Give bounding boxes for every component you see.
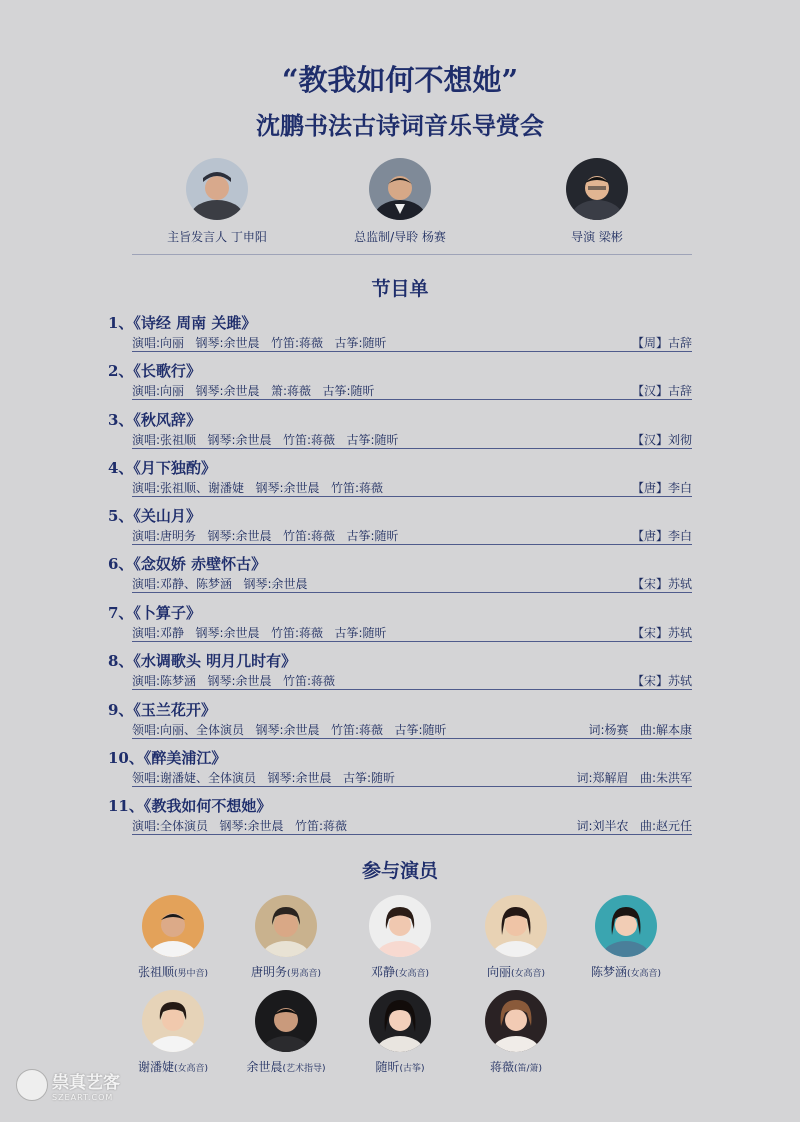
program-underline bbox=[132, 448, 692, 449]
performer-role: (艺术指导) bbox=[282, 1064, 326, 1074]
host-photo bbox=[566, 158, 628, 220]
program-underline bbox=[132, 544, 692, 545]
program-underline bbox=[132, 641, 692, 642]
performer-role: (女高音) bbox=[394, 969, 430, 979]
program-source: 【周】古辞 bbox=[631, 336, 692, 350]
program-performers: 演唱:向丽 钢琴:余世晨 竹笛:蒋薇 古筝:随昕 bbox=[132, 336, 387, 350]
program-underline bbox=[132, 689, 692, 690]
host-liang bbox=[522, 158, 672, 245]
program-title: 1、《诗经 周南 关雎》 bbox=[108, 314, 257, 332]
program-item bbox=[108, 457, 692, 505]
performer-name: 谢潘婕(女高音) bbox=[137, 1060, 209, 1074]
watermark-url: SZEART.COM bbox=[52, 1093, 114, 1102]
performer-card bbox=[226, 990, 346, 1075]
program-title: 11、《教我如何不想她》 bbox=[108, 797, 272, 815]
program-item bbox=[108, 505, 692, 553]
program-performers: 领唱:向丽、全体演员 钢琴:余世晨 竹笛:蒋薇 古筝:随昕 bbox=[132, 723, 447, 737]
performer-role: (笛/箫) bbox=[513, 1064, 543, 1074]
program-title: 5、《关山月》 bbox=[108, 507, 201, 525]
host-caption: 总监制/导聆 杨赛 bbox=[354, 230, 446, 244]
performer-name: 余世晨(艺术指导) bbox=[246, 1060, 326, 1074]
program-title: 6、《念奴娇 赤壁怀古》 bbox=[108, 555, 267, 573]
host-photo bbox=[186, 158, 248, 220]
program-performers: 演唱:全体演员 钢琴:余世晨 竹笛:蒋薇 bbox=[132, 819, 348, 833]
performer-card bbox=[456, 895, 576, 980]
performer-card bbox=[340, 990, 460, 1075]
performer-photo bbox=[595, 895, 657, 957]
performer-card bbox=[113, 990, 233, 1075]
performer-name: 蒋薇(笛/箫) bbox=[489, 1060, 543, 1074]
program-underline bbox=[132, 786, 692, 787]
performer-card bbox=[113, 895, 233, 980]
program-performers: 演唱:陈梦涵 钢琴:余世晨 竹笛:蒋薇 bbox=[132, 674, 336, 688]
performer-photo bbox=[142, 990, 204, 1052]
program-item bbox=[108, 650, 692, 698]
program-underline bbox=[132, 351, 692, 352]
watermark-logo-icon bbox=[16, 1069, 48, 1101]
watermark bbox=[16, 1068, 120, 1102]
program-underline bbox=[132, 399, 692, 400]
program-title: 7、《卜算子》 bbox=[108, 604, 201, 622]
program-source: 词:郑解眉 曲:朱洪军 bbox=[576, 771, 692, 785]
performers-heading: 参与演员 bbox=[361, 860, 438, 882]
program-source: 【宋】苏轼 bbox=[631, 674, 692, 688]
performer-role: (男中音) bbox=[173, 969, 209, 979]
performer-name: 张祖顺(男中音) bbox=[137, 965, 209, 979]
divider bbox=[132, 254, 692, 255]
program-performers: 演唱:邓静、陈梦涵 钢琴:余世晨 bbox=[132, 577, 308, 591]
performer-role: (女高音) bbox=[173, 1064, 209, 1074]
program-item bbox=[108, 699, 692, 747]
host-ding bbox=[142, 158, 292, 245]
program-source: 【唐】李白 bbox=[631, 529, 692, 543]
program-underline bbox=[132, 496, 692, 497]
performer-role: (古筝) bbox=[399, 1064, 425, 1074]
performer-photo bbox=[369, 990, 431, 1052]
program-performers: 演唱:邓静 钢琴:余世晨 竹笛:蒋薇 古筝:随昕 bbox=[132, 626, 387, 640]
performer-name: 陈梦涵(女高音) bbox=[590, 965, 662, 979]
performer-photo bbox=[255, 990, 317, 1052]
performer-name: 邓静(女高音) bbox=[370, 965, 430, 979]
program-title: 2、《长歌行》 bbox=[108, 362, 201, 380]
performer-photo bbox=[485, 990, 547, 1052]
program-title: 10、《醉美浦江》 bbox=[108, 749, 227, 767]
program-source: 【宋】苏轼 bbox=[631, 626, 692, 640]
program-source: 【汉】古辞 bbox=[631, 384, 692, 398]
program-source: 词:刘半农 曲:赵元任 bbox=[576, 819, 692, 833]
performer-name: 随昕(古筝) bbox=[375, 1060, 425, 1074]
performer-photo bbox=[255, 895, 317, 957]
performer-photo bbox=[142, 895, 204, 957]
program-title: 3、《秋风辞》 bbox=[108, 411, 201, 429]
program-source: 【唐】李白 bbox=[631, 481, 692, 495]
program-item bbox=[108, 312, 692, 360]
program-item bbox=[108, 602, 692, 650]
program-heading: 节目单 bbox=[371, 278, 429, 300]
performer-role: (女高音) bbox=[626, 969, 662, 979]
performer-name: 唐明务(男高音) bbox=[250, 965, 322, 979]
performer-name: 向丽(女高音) bbox=[486, 965, 546, 979]
watermark-name: 祟真艺客 bbox=[52, 1073, 120, 1093]
poster-subtitle: 沈鹏书法古诗词音乐导赏会 bbox=[256, 111, 544, 140]
program-item bbox=[108, 747, 692, 795]
performer-card bbox=[340, 895, 460, 980]
program-performers: 演唱:张祖顺 钢琴:余世晨 竹笛:蒋薇 古筝:随昕 bbox=[132, 433, 399, 447]
performer-card bbox=[456, 990, 576, 1075]
program-item bbox=[108, 553, 692, 601]
program-performers: 演唱:向丽 钢琴:余世晨 箫:蒋薇 古筝:随昕 bbox=[132, 384, 375, 398]
host-caption: 主旨发言人 丁申阳 bbox=[167, 230, 267, 244]
program-performers: 演唱:唐明务 钢琴:余世晨 竹笛:蒋薇 古筝:随昕 bbox=[132, 529, 399, 543]
program-source: 【宋】苏轼 bbox=[631, 577, 692, 591]
program-item bbox=[108, 795, 692, 843]
program-performers: 领唱:谢潘婕、全体演员 钢琴:余世晨 古筝:随昕 bbox=[132, 771, 396, 785]
performer-role: (女高音) bbox=[510, 969, 546, 979]
performer-card bbox=[566, 895, 686, 980]
performer-photo bbox=[369, 895, 431, 957]
program-underline bbox=[132, 592, 692, 593]
program-item bbox=[108, 409, 692, 457]
performer-role: (男高音) bbox=[286, 969, 322, 979]
program-title: 8、《水调歌头 明月几时有》 bbox=[108, 652, 297, 670]
poster-title: “教我如何不想她” bbox=[281, 63, 519, 97]
program-underline bbox=[132, 738, 692, 739]
program-source: 【汉】刘彻 bbox=[631, 433, 692, 447]
program-source: 词:杨赛 曲:解本康 bbox=[588, 723, 692, 737]
performer-photo bbox=[485, 895, 547, 957]
program-title: 4、《月下独酌》 bbox=[108, 459, 216, 477]
host-caption: 导演 梁彬 bbox=[571, 230, 623, 244]
host-photo bbox=[369, 158, 431, 220]
program-underline bbox=[132, 834, 692, 835]
program-title: 9、《玉兰花开》 bbox=[108, 701, 216, 719]
performer-card bbox=[226, 895, 346, 980]
host-yang bbox=[325, 158, 475, 245]
program-performers: 演唱:张祖顺、谢潘婕 钢琴:余世晨 竹笛:蒋薇 bbox=[132, 481, 384, 495]
program-item bbox=[108, 360, 692, 408]
